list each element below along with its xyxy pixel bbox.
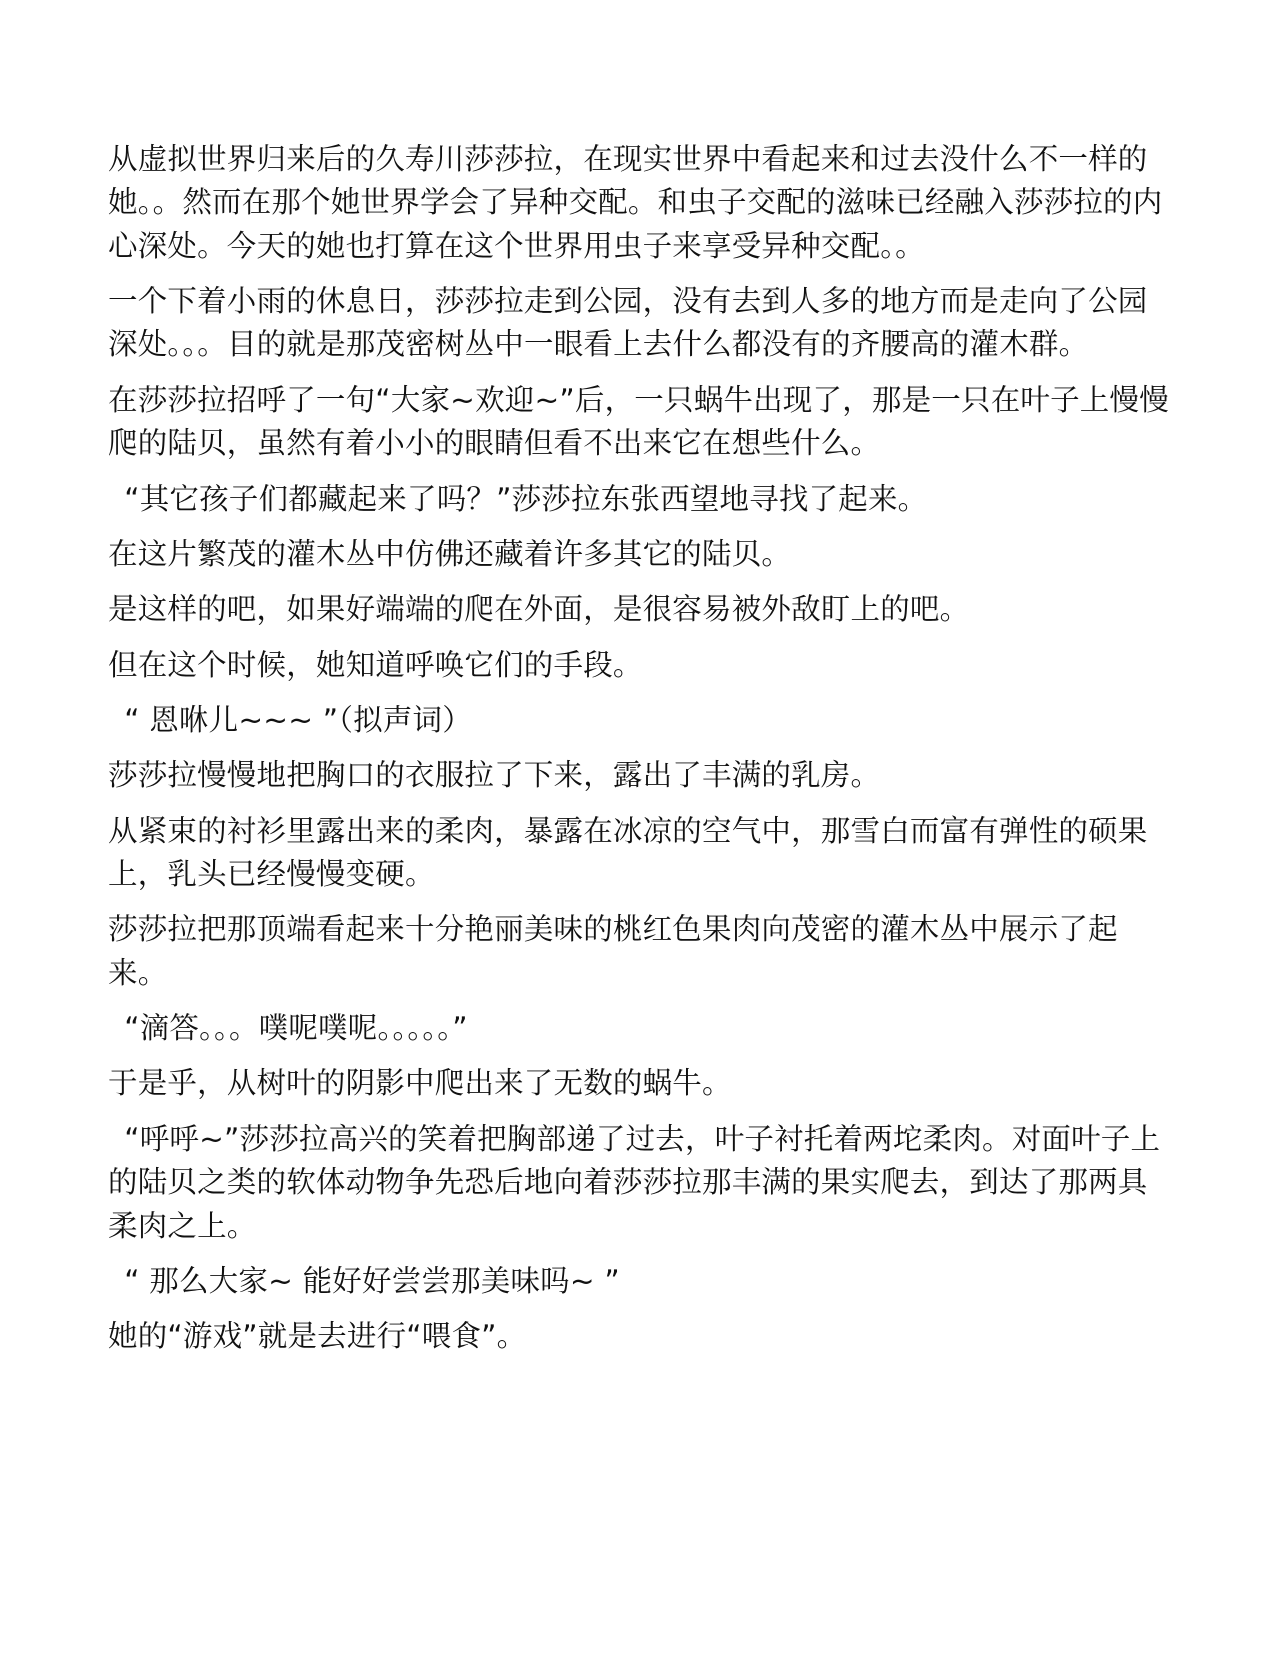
paragraph: 于是乎，从树叶的阴影中爬出来了无数的蜗牛。 <box>108 1066 732 1101</box>
paragraph: “滴答。。。噗呢噗呢。。。。。” <box>124 1011 468 1046</box>
paragraph: 莎莎拉把那顶端看起来十分艳丽美味的桃红色果肉向茂密的灌木丛中展示了起来。 <box>108 912 1118 990</box>
document-body <box>108 138 1176 1359</box>
paragraph: 是这样的吧，如果好端端的爬在外面，是很容易被外敌盯上的吧。 <box>108 592 970 627</box>
paragraph: 在莎莎拉招呼了一句“大家~欢迎~”后，一只蜗牛出现了，那是一只在叶子上慢慢爬的陆贝，虽然有着小小的眼睛但看不出来它在想些什么。 <box>108 382 1169 461</box>
paragraph: 莎莎拉慢慢地把胸口的衣服拉了下来，露出了丰满的乳房。 <box>108 758 881 793</box>
paragraph: 一个下着小雨的休息日，莎莎拉走到公园，没有去到人多的地方而是走向了公园深处。。。目的就是那茂密树丛中一眼看上去什么都没有的齐腰高的灌木群。 <box>108 284 1148 362</box>
paragraph: “ 那么大家~ 能好好尝尝那美味吗~ ” <box>124 1263 620 1298</box>
paragraph: 从虚拟世界归来后的久寿川莎莎拉，在现实世界中看起来和过去没什么不一样的她。。然而在那个她世界学会了异种交配。和虫子交配的滋味已经融入莎莎拉的内心深处。今天的她也打算在这个世界用虫子来享受异种交配。。 <box>108 142 1163 263</box>
paragraph: 在这片繁茂的灌木丛中仿佛还藏着许多其它的陆贝。 <box>108 536 792 571</box>
paragraph: 但在这个时候，她知道呼唤它们的手段。 <box>108 647 643 682</box>
paragraph: “其它孩子们都藏起来了吗？”莎莎拉东张西望地寻找了起来。 <box>124 481 928 516</box>
paragraph: 从紧束的衬衫里露出来的柔肉，暴露在冰凉的空气中，那雪白而富有弹性的硕果上，乳头已经慢慢变硬。 <box>108 813 1148 892</box>
paragraph: “ 恩咻儿~~~ ”（拟声词） <box>124 702 472 737</box>
paragraph: “呼呼~”莎莎拉高兴的笑着把胸部递了过去，叶子衬托着两坨柔肉。对面叶子上的陆贝之类的软体动物争先恐后地向着莎莎拉那丰满的果实爬去，到达了那两具柔肉之上。 <box>108 1121 1161 1243</box>
paragraph: 她的“游戏”就是去进行“喂食”。 <box>108 1319 527 1354</box>
